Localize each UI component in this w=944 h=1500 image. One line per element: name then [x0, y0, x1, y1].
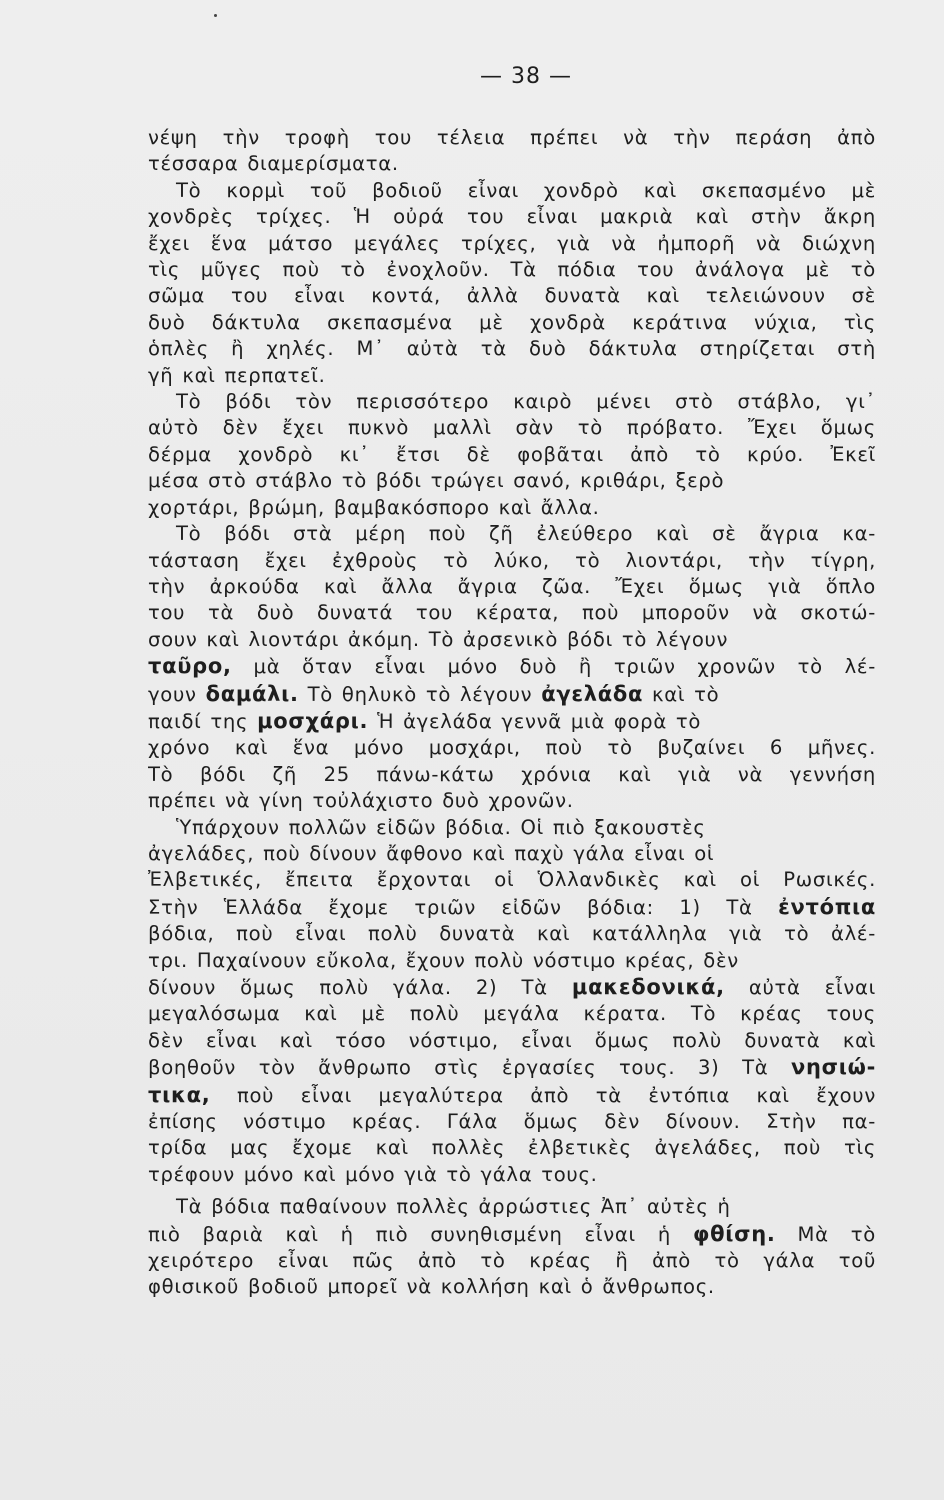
text-line — [148, 1109, 876, 1135]
text-run: του τὰ δυὸ δυνατά του κέρατα, ποὺ μποροῦν νὰ σκοτώ- — [148, 601, 876, 625]
text-line — [148, 310, 876, 336]
text-run: γουν — [148, 682, 206, 706]
page-number: — 38 — — [480, 64, 572, 89]
text-run: δυὸ δάκτυλα σκεπασμένα μὲ χονδρὰ κεράτινα νύχια, τὶς — [148, 310, 876, 334]
text-run: ἀγελάδες, ποὺ δίνουν ἄφθονο καὶ παχὺ γάλα εἶναι οἱ — [148, 841, 715, 865]
text-run: χονδρὲς τρίχες. Ἡ οὐρά του εἶναι μακριὰ καὶ στὴν ἄκρη — [148, 205, 876, 229]
text-run: αὐτὸ δὲν ἔχει πυκνὸ μαλλὶ σὰν τὸ πρόβατο. Ἔχει ὅμως — [148, 416, 876, 440]
text-line — [148, 1274, 876, 1300]
text-run: χρόνο καὶ ἕνα μόνο μοσχάρι, ποὺ τὸ βυζαίνει 6 μῆνες. — [148, 736, 876, 760]
text-run: αὐτὰ εἶναι — [724, 976, 876, 999]
text-line — [148, 627, 876, 653]
text-run: Στὴν Ἑλλάδα ἔχομε τριῶν εἰδῶν βόδια: 1) Τὰ — [148, 895, 779, 919]
text-run: δὲν εἶναι καὶ τόσο νόστιμο, εἶναι ὅμως πολὺ δυνατὰ καὶ — [148, 1028, 876, 1052]
text-run: Τὸ βόδι ζῆ 25 πάνω-κάτω χρόνια καὶ γιὰ νὰ γεννήση — [148, 762, 876, 786]
text-run: χορτάρι, βρώμη, βαμβακόσπορο καὶ ἄλλα. — [148, 495, 600, 519]
text-run: Τὸ θηλυκὸ τὸ λέγουν — [298, 682, 542, 706]
text-run: Τὰ βόδια παθαίνουν πολλὲς ἀρρώστιες Ἀπ᾽ αὐτὲς ἡ — [176, 1195, 731, 1219]
bold-term: ταῦρο, — [148, 654, 232, 679]
text-line — [148, 653, 876, 680]
text-line — [148, 151, 876, 177]
text-line — [148, 867, 876, 893]
text-run: τὶς μῦγες ποὺ τὸ ἐνοχλοῦν. Τὰ πόδια του ἀνάλογα μὲ τὸ — [148, 258, 876, 282]
text-line — [148, 788, 876, 814]
text-run: τὴν ἀρκούδα καὶ ἄλλα ἄγρια ζῶα. Ἔχει ὅμως γιὰ ὅπλο — [148, 574, 876, 598]
text-line — [148, 815, 876, 841]
text-run: τρέφουν μόνο καὶ μόνο γιὰ τὸ γάλα τους. — [148, 1162, 598, 1186]
text-line — [148, 735, 876, 761]
paragraph — [148, 125, 876, 178]
text-run: Ἡ ἀγελάδα γεννᾶ μιὰ φορὰ τὸ — [368, 709, 702, 733]
text-line — [148, 1194, 876, 1220]
text-line — [148, 336, 876, 362]
text-line — [148, 921, 876, 947]
text-line — [148, 1135, 876, 1161]
text-run: μέσα στὸ στάβλο τὸ βόδι τρώγει σανό, κριθάρι, ξερὸ — [148, 469, 725, 493]
text-run: πιὸ βαριὰ καὶ ἡ πιὸ συνηθισμένη εἶναι ἡ — [148, 1222, 693, 1246]
text-run: σῶμα του εἶναι κοντά, ἀλλὰ δυνατὰ καὶ τελειώνουν σὲ — [148, 284, 876, 308]
text-line — [148, 204, 876, 230]
text-run: δίνουν ὅμως πολὺ γάλα. 2) Τὰ — [148, 976, 572, 999]
text-line — [148, 1028, 876, 1054]
bold-term: τικα, — [148, 1082, 211, 1107]
text-run: Τὸ βόδι στὰ μέρη ποὺ ζῆ ἐλεύθερο καὶ σὲ ἄγρια κα- — [176, 522, 876, 546]
text-run: τρι. Παχαίνουν εὔκολα, ἔχουν πολὺ νόστιμο κρέας, δὲν — [148, 948, 739, 972]
text-line — [148, 1054, 876, 1081]
text-line — [148, 1248, 876, 1274]
text-line — [148, 442, 876, 468]
bold-term: ἀγελάδα — [541, 681, 644, 706]
text-line — [148, 1082, 876, 1109]
text-line — [148, 257, 876, 283]
text-run: νέψη τὴν τροφὴ του τέλεια πρέπει νὰ τὴν περάση ἀπὸ — [148, 126, 876, 149]
text-line — [148, 600, 876, 626]
text-line — [148, 894, 876, 921]
text-line — [148, 681, 876, 708]
text-run: Ὑπάρχουν πολλῶν εἰδῶν βόδια. Οἱ πιὸ ξακουστὲς — [176, 815, 706, 839]
text-line — [148, 178, 876, 204]
text-run: βοηθοῦν τὸν ἄνθρωπο στὶς ἐργασίες τους. 3) Τὰ — [148, 1056, 792, 1080]
text-run: βόδια, ποὺ εἶναι πολὺ δυνατὰ καὶ κατάλληλα γιὰ τὸ ἀλέ- — [148, 922, 876, 946]
text-run: ἔχει ἕνα μάτσο μεγάλες τρίχες, γιὰ νὰ ἠμπορῆ νὰ διώχνη — [148, 231, 876, 255]
text-line — [148, 125, 876, 151]
text-run: πρέπει νὰ γίνη τοὐλάχιστο δυὸ χρονῶν. — [148, 789, 574, 813]
text-line — [148, 548, 876, 574]
text-run: Τὸ βόδι τὸν περισσότερο καιρὸ μένει στὸ στάβλο, γι᾽ — [176, 390, 876, 414]
bold-term: δαμάλι. — [205, 681, 299, 706]
text-line — [148, 1221, 876, 1248]
text-line — [148, 762, 876, 788]
bold-term: μακεδονικά, — [571, 975, 725, 999]
text-line — [148, 231, 876, 257]
text-run: Τὸ κορμὶ τοῦ βοδιοῦ εἶναι χονδρὸ καὶ σκεπασμένο μὲ — [176, 178, 876, 202]
text-line — [148, 1162, 876, 1188]
bold-term: ἐντόπια — [778, 894, 876, 919]
text-line — [148, 1001, 876, 1027]
text-line — [148, 468, 876, 494]
paragraph — [148, 815, 876, 1189]
text-run: ἐπίσης νόστιμο κρέας. Γάλα ὅμως δὲν δίνουν. Στὴν πα- — [148, 1110, 876, 1134]
text-line — [148, 415, 876, 441]
text-run: σουν καὶ λιοντάρι ἀκόμη. Τὸ ἀρσενικὸ βόδι τὸ λέγουν — [148, 627, 729, 651]
text-run: μὰ ὅταν εἶναι μόνο δυὸ ἢ τριῶν χρονῶν τὸ λέ- — [231, 655, 876, 679]
text-run: φθισικοῦ βοδιοῦ μπορεῖ νὰ κολλήση καὶ ὁ ἄνθρωπος. — [148, 1275, 715, 1299]
bold-term: φθίση. — [693, 1221, 776, 1246]
text-line — [148, 974, 876, 1001]
bold-term: νησιώ- — [791, 1055, 876, 1080]
text-run: καὶ τὸ — [643, 682, 720, 706]
text-run: Μὰ τὸ — [775, 1222, 876, 1246]
bold-term: μοσχάρι. — [257, 708, 369, 733]
text-run: ποὺ εἶναι μεγαλύτερα ἀπὸ τὰ ἐντόπια καὶ ἔχουν — [210, 1083, 876, 1107]
text-line — [148, 389, 876, 415]
text-run: τάσταση ἔχει ἐχθροὺς τὸ λύκο, τὸ λιοντάρι, τὴν τίγρη, — [148, 548, 876, 572]
paragraph — [148, 521, 876, 814]
paragraph — [148, 1194, 876, 1301]
body-text — [148, 125, 876, 1301]
text-run: δέρμα χονδρὸ κι᾽ ἔτσι δὲ φοβᾶται ἀπὸ τὸ κρύο. Ἐκεῖ — [148, 442, 876, 466]
text-run: παιδί της — [148, 709, 258, 733]
text-run: Ἐλβετικές, ἔπειτα ἔρχονται οἱ Ὁλλανδικὲς καὶ οἱ Ρωσικές. — [148, 868, 876, 892]
text-line — [148, 708, 876, 735]
text-line — [148, 574, 876, 600]
paragraph — [148, 389, 876, 521]
text-line — [148, 283, 876, 309]
text-line — [148, 521, 876, 547]
text-run: γῆ καὶ περπατεῖ. — [148, 363, 326, 387]
text-run: χειρότερο εἶναι πῶς ἀπὸ τὸ κρέας ἢ ἀπὸ τὸ γάλα τοῦ — [148, 1249, 876, 1273]
text-line — [148, 841, 876, 867]
text-line — [148, 948, 876, 974]
speck-mark — [214, 14, 217, 17]
text-line — [148, 495, 876, 521]
text-run: τέσσαρα διαμερίσματα. — [148, 152, 399, 176]
text-line — [148, 363, 876, 389]
text-run: τρίδα μας ἔχομε καὶ πολλὲς ἐλβετικὲς ἀγελάδες, ποὺ τὶς — [148, 1136, 876, 1160]
text-run: μεγαλόσωμα καὶ μὲ πολὺ μεγάλα κέρατα. Τὸ κρέας τους — [148, 1002, 876, 1026]
text-run: ὁπλὲς ἢ χηλές. Μ᾽ αὐτὰ τὰ δυὸ δάκτυλα στηρίζεται στὴ — [148, 337, 876, 361]
paragraph — [148, 178, 876, 389]
